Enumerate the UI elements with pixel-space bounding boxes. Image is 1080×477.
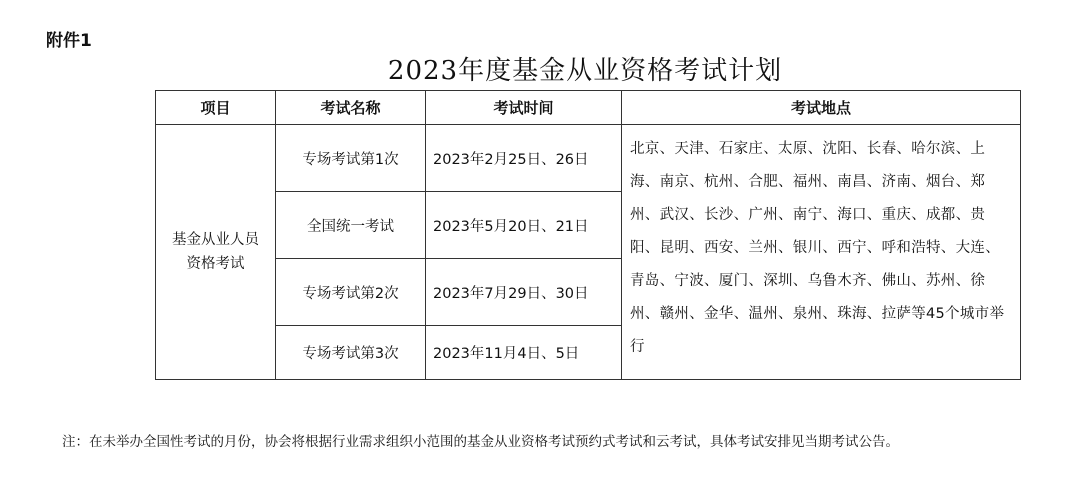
exam-plan-table bbox=[155, 90, 1021, 380]
exam-name-cell: 专场考试第2次 bbox=[276, 259, 426, 326]
exam-locations-cell: 北京、天津、石家庄、太原、沈阳、长春、哈尔滨、上海、南京、杭州、合肥、福州、南昌、济南、烟台、郑州、武汉、长沙、广州、南宁、海口、重庆、成都、贵阳、昆明、西安、兰州、银川、西宁、呼和浩特、大连、青岛、宁波、厦门、深圳、乌鲁木齐、佛山、苏州、徐州、赣州、金华、温州、泉州、珠海、拉萨等45个城市举行 bbox=[622, 125, 1021, 380]
footnote: 注：在未举办全国性考试的月份，协会将根据行业需求组织小范围的基金从业资格考试预约式考试和云考试，具体考试安排见当期考试公告。 bbox=[62, 434, 899, 450]
exam-name-cell: 专场考试第1次 bbox=[276, 125, 426, 192]
item-cell: 基金从业人员资格考试 bbox=[156, 125, 276, 380]
table-row bbox=[156, 125, 1021, 192]
header-exam-time: 考试时间 bbox=[426, 91, 622, 125]
exam-name-cell: 专场考试第3次 bbox=[276, 326, 426, 380]
header-exam-location: 考试地点 bbox=[622, 91, 1021, 125]
exam-time-cell: 2023年5月20日、21日 bbox=[426, 192, 622, 259]
exam-time-cell: 2023年11月4日、5日 bbox=[426, 326, 622, 380]
document-title: 2023年度基金从业资格考试计划 bbox=[387, 56, 783, 86]
table-header-row bbox=[156, 91, 1021, 125]
exam-time-cell: 2023年2月25日、26日 bbox=[426, 125, 622, 192]
header-item: 项目 bbox=[156, 91, 276, 125]
header-exam-name: 考试名称 bbox=[276, 91, 426, 125]
exam-time-cell: 2023年7月29日、30日 bbox=[426, 259, 622, 326]
attachment-label: 附件1 bbox=[46, 31, 92, 51]
exam-name-cell: 全国统一考试 bbox=[276, 192, 426, 259]
